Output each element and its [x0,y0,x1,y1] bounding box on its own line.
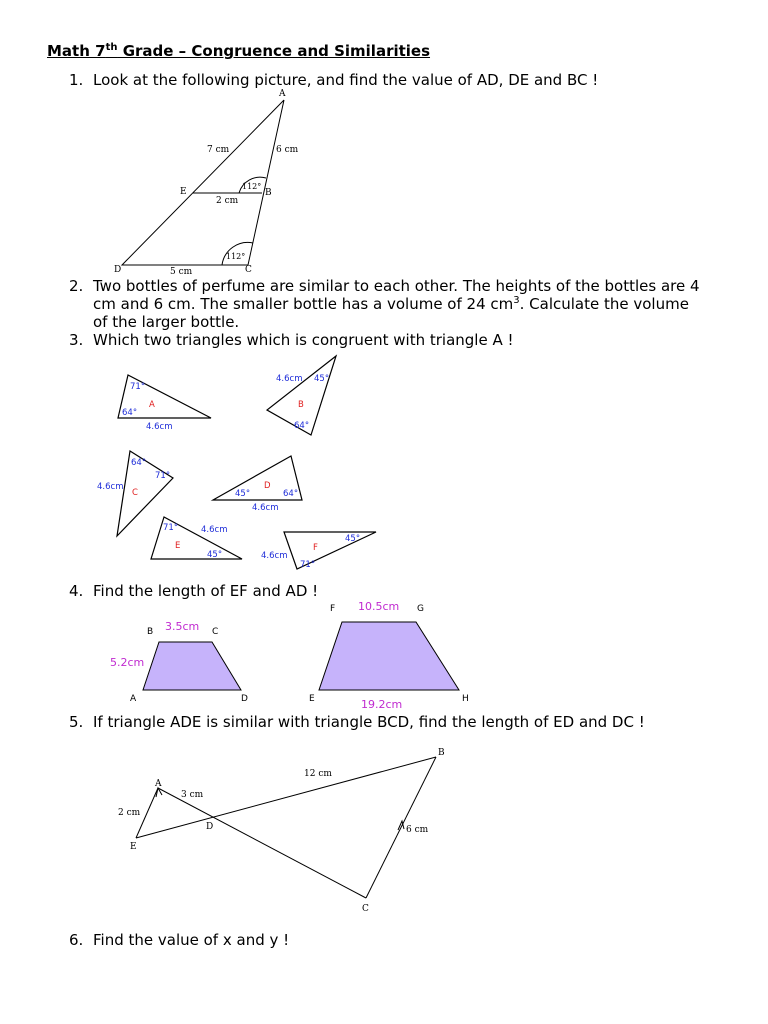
triangle-f-angle1: 45° [345,534,361,544]
length-eh: 19.2cm [361,698,403,711]
label-b: B [438,748,445,758]
label-b: B [147,627,154,637]
question-text: Which two triangles which is congruent with triangle A ! [93,331,514,349]
length-dc: 5 cm [170,267,193,277]
triangle-e-angle2: 45° [207,550,223,560]
label-e: E [180,187,187,197]
triangle-c-angle1: 64° [131,458,147,468]
triangle-f-side: 4.6cm [261,551,288,561]
label-d: D [206,822,214,832]
triangle-b-angle1: 45° [314,374,330,384]
triangle-a-angle2: 64° [122,408,138,418]
label-a: A [130,694,137,704]
length-ab: 12 cm [304,769,332,779]
question-number: 3. [69,331,84,349]
label-a: A [155,779,162,789]
question-text: Find the value of x and y ! [93,931,290,949]
triangle-d-side: 4.6cm [252,503,279,513]
label-g: G [417,604,424,614]
triangle-f [284,532,376,569]
question-number: 4. [69,582,84,600]
length-ae: 2 cm [118,808,141,818]
length-bc: 6 cm [406,825,429,835]
angle-c: 112° [226,252,246,261]
question-number: 1. [69,71,84,89]
question-number: 6. [69,931,84,949]
triangle-a-name: A [149,400,155,410]
length-fg: 10.5cm [358,600,400,613]
question-text: If triangle ADE is similar with triangle BCD, find the length of ED and DC ! [93,713,645,731]
triangle-d-name: D [264,481,271,491]
question-text: Find the length of EF and AD ! [93,582,319,600]
figure-1-labels [114,89,299,277]
trapezoid-efgh [319,622,459,690]
question-number: 2. [69,277,84,295]
triangle-e-name: E [175,541,181,551]
triangle-a-angle1: 71° [130,382,146,392]
triangle-b-name: B [298,400,304,410]
length-ad: 3 cm [181,790,204,800]
triangle-a-side: 4.6cm [146,422,173,432]
triangle-c-name: C [132,488,138,498]
label-d: D [241,694,248,704]
triangle-e-side: 4.6cm [201,525,228,535]
question-text: Look at the following picture, and find the value of AD, DE and BC ! [93,71,599,89]
question-text: Two bottles of perfume are similar to each other. The heights of the bottles are 4 cm and 6 cm. The smaller bottle has a volume of 24 $cm^3$. Calculate the volume of the larger bottle. [93,277,700,331]
triangle-c-side: 4.6cm [97,482,124,492]
label-f: F [330,604,336,614]
triangle-e-angle1: 71° [163,523,179,533]
label-e: E [309,694,315,704]
figure-5-triangles [136,757,436,898]
triangle-f-name: F [313,543,318,553]
trapezoid-abcd [143,642,241,690]
label-c: C [362,904,369,914]
question-number: 5. [69,713,84,731]
page-title: Math 7th Grade – Congruence and Similarities [47,42,431,60]
figure-3-triangles [117,356,376,569]
length-ab: 6 cm [276,145,299,155]
label-c: C [212,627,219,637]
label-b: B [265,188,272,198]
triangle-c-angle2: 71° [155,471,171,481]
label-a: A [279,89,286,99]
label-d: D [114,265,122,275]
triangle-f-angle2: 71° [300,560,316,570]
label-e: E [130,842,137,852]
length-ae: 7 cm [207,145,230,155]
label-h: H [462,694,469,704]
triangle-d-angle1: 45° [235,489,251,499]
angle-b: 112° [242,182,262,191]
label-c: C [245,265,252,275]
triangle-b-side: 4.6cm [276,374,303,384]
triangle-b-angle2: 64° [294,421,310,431]
length-eb: 2 cm [216,196,239,206]
figure-5-labels [118,748,445,914]
triangle-d-angle2: 64° [283,489,299,499]
length-bc: 3.5cm [165,620,200,633]
length-ab: 5.2cm [110,656,145,669]
